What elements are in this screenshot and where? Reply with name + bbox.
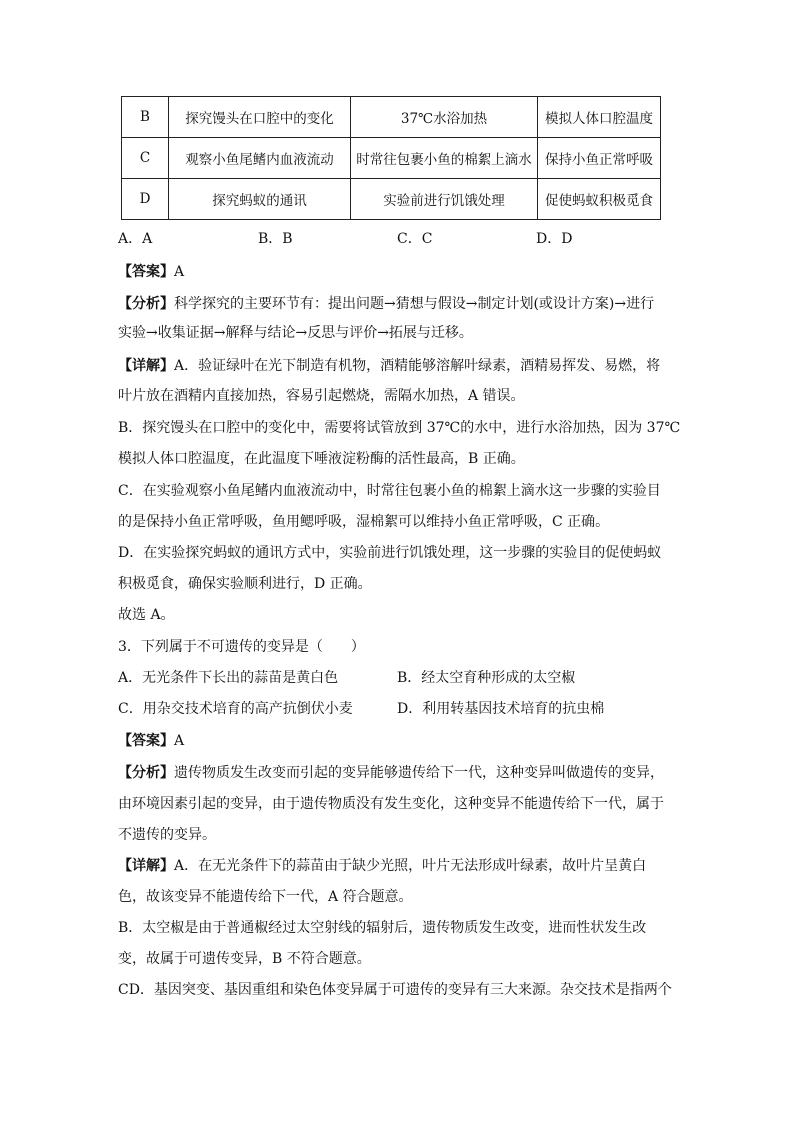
detail-text: 色，故该变异不能遗传给下一代，A 符合题意。 [118,889,413,905]
table-cell: 模拟人体口腔温度 [538,97,661,138]
table-cell: 实验前进行饥饿处理 [351,179,538,220]
table-cell: C [122,138,169,179]
detail-line [118,356,660,376]
table-cell: 观察小鱼尾鳍内血液流动 [169,138,351,179]
table-cell: D [122,179,169,220]
option-c: C．C [397,231,433,247]
detail-text: C．在实验观察小鱼尾鳍内血液流动中，时常往包裹小鱼的棉絮上滴水这一步骤的实验目 [118,483,661,499]
analysis-line [118,294,654,314]
answer-label: 【答案】 [118,733,174,749]
analysis-text: 不遗传的变异。 [118,827,216,843]
table-cell: 保持小鱼正常呼吸 [538,138,661,179]
option-d: D．利用转基因技术培育的抗虫棉 [397,701,605,717]
analysis-text: 遗传物质发生改变而引起的变异能够遗传给下一代，这种变异叫做遗传的变异， [174,765,664,781]
options-table [121,96,661,220]
detail-text: CD．基因突变、基因重组和染色体变异属于可遗传的变异有三大来源。杂交技术是指两个 [118,982,672,998]
table-cell: 时常往包裹小鱼的棉絮上滴水 [351,138,538,179]
analysis-line [118,763,664,783]
detail-text: 模拟人体口腔温度，在此温度下唾液淀粉酶的活性最高，B 正确。 [118,451,525,467]
answer-value: A [174,733,185,749]
detail-text: A．在无光条件下的蒜苗由于缺少光照，叶片无法形成叶绿素，故叶片呈黄白 [174,858,647,874]
conclusion-text: 故选 A。 [118,607,175,623]
detail-label: 【详解】 [118,358,174,374]
detail-line [118,856,646,876]
answer-value: A [174,264,185,280]
analysis-text: 实验→收集证据→解释与结论→反思与评价→拓展与迁移。 [118,325,473,341]
option-b: B．B [258,231,293,247]
table-cell: 探究蚂蚁的通讯 [169,179,351,220]
table-row [122,179,661,220]
question-stem: 3．下列属于不可遗传的变异是（ ） [118,639,365,655]
detail-label: 【详解】 [118,858,174,874]
option-d: D．D [536,231,573,247]
detail-text: 的是保持小鱼正常呼吸，鱼用鳃呼吸，湿棉絮可以维持小鱼正常呼吸，C 正确。 [118,514,610,530]
option-c: C．用杂交技术培育的高产抗倒伏小麦 [118,701,353,717]
answer-line [118,731,184,751]
table-cell: B [122,97,169,138]
option-a: A．无光条件下长出的蒜苗是黄白色 [118,670,339,686]
detail-text: 积极觅食，确保实验顺利进行，D 正确。 [118,576,372,592]
analysis-label: 【分析】 [118,296,174,312]
detail-text: 叶片放在酒精内直接加热，容易引起燃烧，需隔水加热，A 错误。 [118,388,525,404]
table-cell: 37℃水浴加热 [351,97,538,138]
table-row [122,97,661,138]
option-a: A．A [118,231,153,247]
answer-line [118,262,184,282]
table-cell: 探究馒头在口腔中的变化 [169,97,351,138]
analysis-text: 由环境因素引起的变异，由于遗传物质没有发生变化，这种变异不能遗传给下一代，属于 [118,796,664,812]
table-row [122,138,661,179]
detail-text: D．在实验探究蚂蚁的通讯方式中，实验前进行饥饿处理，这一步骤的实验目的促使蚂蚁 [118,545,662,561]
analysis-text: 科学探究的主要环节有：提出问题→猜想与假设→制定计划(或设计方案)→进行 [174,296,655,312]
analysis-label: 【分析】 [118,765,174,781]
table-cell: 促使蚂蚁积极觅食 [538,179,661,220]
detail-text: 变，故属于可遗传变异，B 不符合题意。 [118,951,371,967]
detail-text: B．探究馒头在口腔中的变化中，需要将试管放到 37℃的水中，进行水浴加热，因为 37℃ [118,420,681,436]
option-b: B．经太空育种形成的太空椒 [397,670,576,686]
detail-text: A．验证绿叶在光下制造有机物，酒精能够溶解叶绿素，酒精易挥发、易燃，将 [174,358,661,374]
answer-label: 【答案】 [118,264,174,280]
detail-text: B．太空椒是由于普通椒经过太空射线的辐射后，遗传物质发生改变，进而性状发生改 [118,920,647,936]
